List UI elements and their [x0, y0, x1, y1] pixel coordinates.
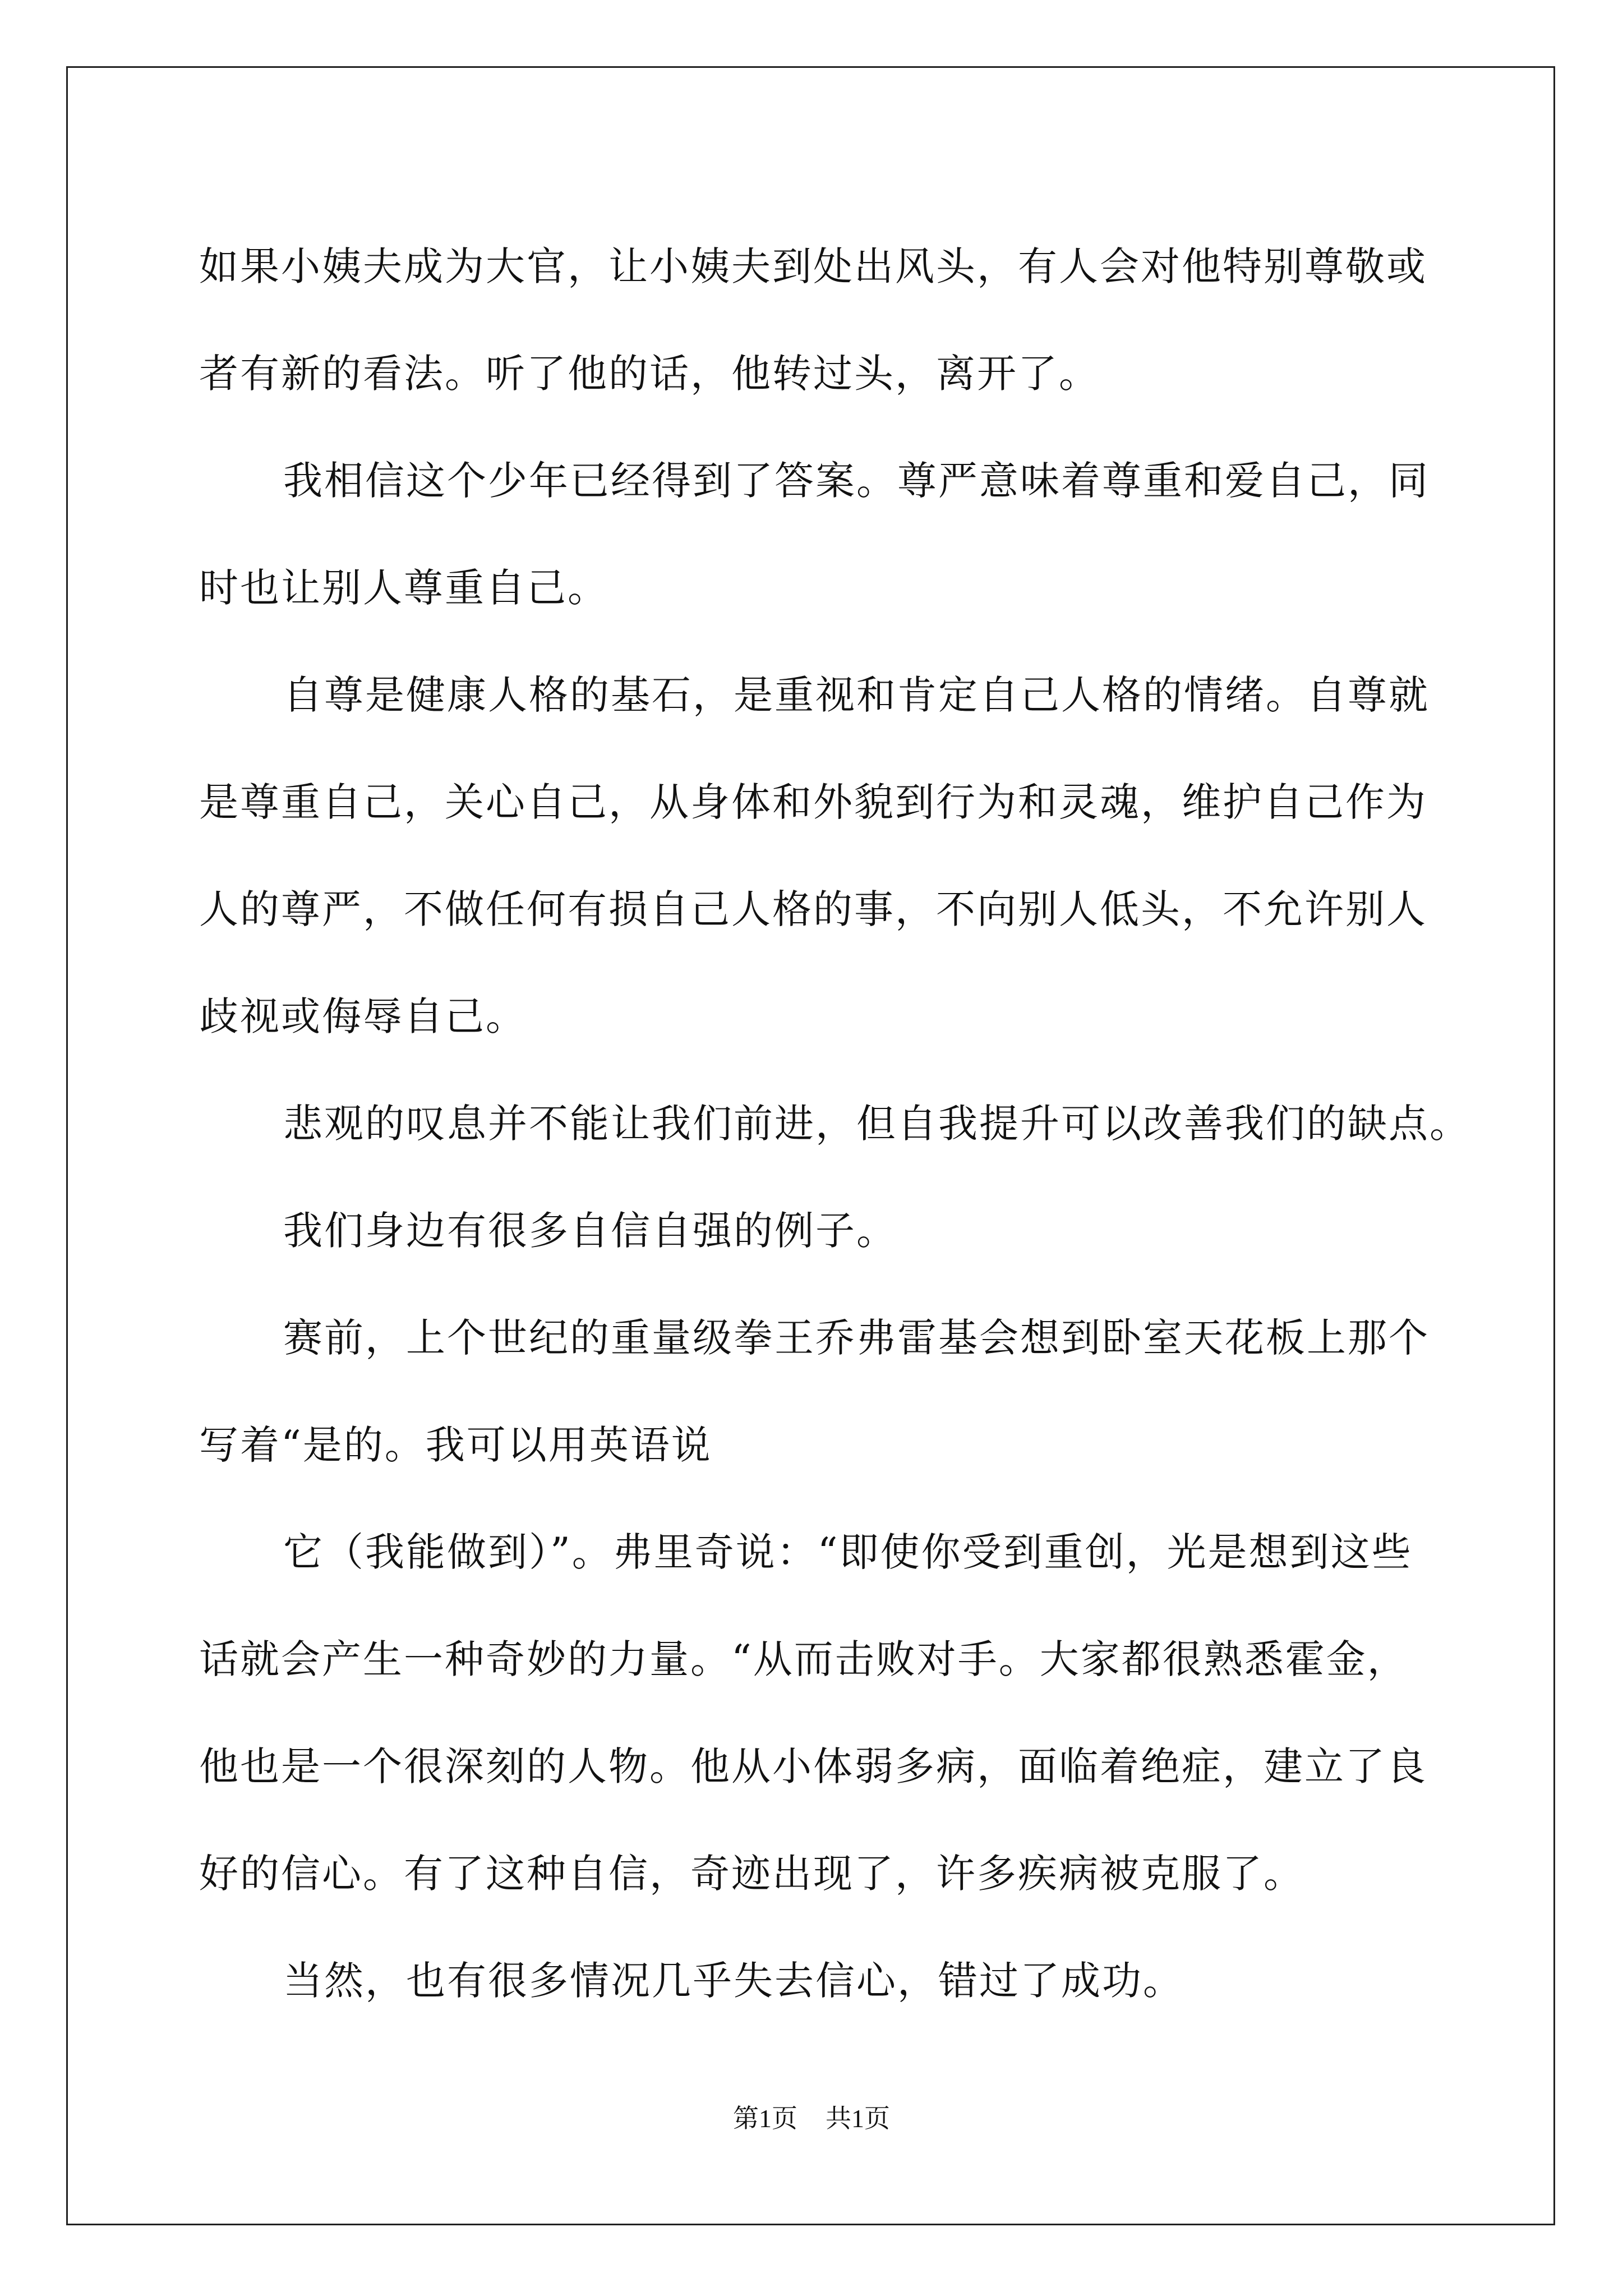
text-line-6: 是尊重自己，关心自己，从身体和外貌到行为和灵魂，维护自己作为 — [199, 779, 1427, 825]
page-footer — [0, 2098, 1623, 2135]
text-line-4: 时也让别人尊重自己。 — [199, 565, 608, 611]
text-line-14: 话就会产生一种奇妙的力量。“从而击败对手。大家都很熟悉霍金， — [199, 1636, 1408, 1682]
text-line-12: 写着“是的。我可以用英语说 — [199, 1422, 712, 1468]
text-line-10: 我们身边有很多自信自强的例子。 — [283, 1208, 897, 1254]
text-line-2: 者有新的看法。听了他的话，他转过头，离开了。 — [199, 351, 1100, 397]
text-line-7: 人的尊严，不做任何有损自己人格的事，不向别人低头，不允许别人 — [199, 886, 1427, 932]
page-number-total: 共1页 — [826, 2104, 890, 2133]
text-line-1: 如果小姨夫成为大官，让小姨夫到处出风头，有人会对他特别尊敬或 — [199, 243, 1427, 289]
text-line-11: 赛前，上个世纪的重量级拳王乔弗雷基会想到卧室天花板上那个 — [283, 1315, 1430, 1361]
text-line-15: 他也是一个很深刻的人物。他从小体弱多病，面临着绝症，建立了良 — [199, 1743, 1427, 1789]
text-line-9: 悲观的叹息并不能让我们前进，但自我提升可以改善我们的缺点。 — [283, 1101, 1470, 1147]
text-line-8: 歧视或侮辱自己。 — [199, 993, 527, 1039]
text-line-16: 好的信心。有了这种自信，奇迹出现了，许多疾病被克服了。 — [199, 1851, 1304, 1897]
page-number-current: 第1页 — [733, 2104, 797, 2133]
text-line-13: 它（我能做到）”。弗里奇说：“即使你受到重创，光是想到这些 — [283, 1529, 1413, 1575]
text-line-17: 当然，也有很多情况几乎失去信心，错过了成功。 — [283, 1958, 1184, 2004]
text-line-3: 我相信这个少年已经得到了答案。尊严意味着尊重和爱自己，同 — [283, 458, 1430, 504]
text-line-5: 自尊是健康人格的基石，是重视和肯定自己人格的情绪。自尊就 — [283, 672, 1430, 718]
document-body — [199, 213, 1470, 2035]
